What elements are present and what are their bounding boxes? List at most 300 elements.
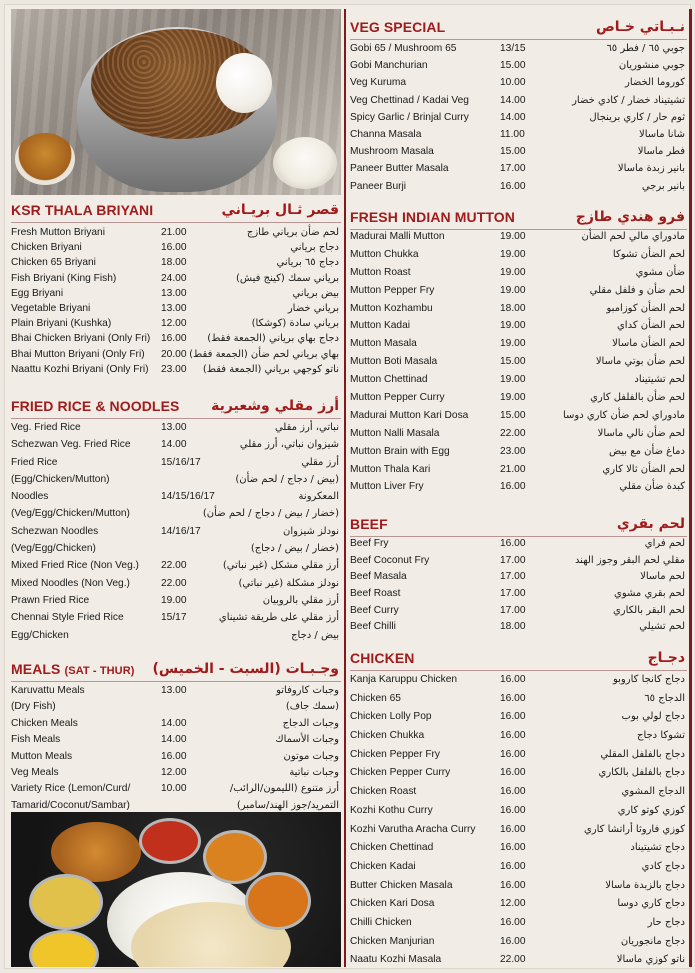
item-name-arabic: لحم ضأن بالفلفل كاري — [590, 392, 685, 404]
item-name: (Veg/Egg/Chicken/Mutton) — [11, 508, 130, 520]
item-name: Fish Meals — [11, 734, 61, 746]
section-title: MEALS (SAT - THUR) — [11, 661, 135, 677]
menu-item — [350, 936, 687, 955]
item-price: 16.00 — [500, 842, 526, 854]
menu-item — [11, 333, 341, 348]
item-price: 19.00 — [500, 392, 526, 404]
item-price: 19.00 — [500, 231, 526, 242]
menu-item — [11, 318, 341, 333]
item-name-arabic: وجبات نباتية — [289, 766, 339, 778]
menu-item — [11, 718, 341, 734]
item-price: 12.00 — [500, 898, 526, 910]
left-column — [11, 9, 341, 967]
item-name-arabic: تشوكا دجاج — [637, 730, 685, 742]
item-price: 11.00 — [500, 128, 525, 140]
item-name-arabic: دجاج بهاي برياني (الجمعة فقط) — [207, 333, 339, 345]
menu-item — [350, 129, 687, 146]
item-price: 18.00 — [500, 302, 526, 314]
item-price: 15/17 — [161, 612, 187, 624]
item-name-arabic: دجاج بالزبدة ماسالا — [605, 879, 685, 891]
fried-rice-list — [11, 422, 341, 647]
item-name-arabic: جوبي ٦٥ / فطر ٦٥ — [606, 43, 685, 54]
item-name: Chicken Kadai — [350, 860, 416, 872]
menu-item — [350, 605, 687, 622]
menu-item — [350, 767, 687, 786]
item-name: Prawn Fried Rice — [11, 594, 90, 606]
item-price: 22.00 — [500, 954, 526, 966]
item-name: Channa Masala — [350, 128, 422, 140]
item-price: 22.00 — [500, 427, 526, 439]
item-name-arabic: مادوراي مالي لحم الضأن — [581, 231, 685, 242]
item-name-arabic: الدجاج المشوي — [621, 786, 685, 798]
item-price: 18.00 — [500, 621, 526, 633]
item-price: 13.00 — [161, 302, 187, 314]
item-name: Mutton Pepper Fry — [350, 284, 435, 296]
menu-item — [350, 446, 687, 464]
menu-item — [11, 578, 341, 595]
item-name: Variety Rice (Lemon/Curd/ — [11, 783, 131, 795]
item-name: Kanja Karuppu Chicken — [350, 674, 458, 685]
menu-item — [350, 249, 687, 267]
item-price: 15/16/17 — [161, 456, 201, 468]
item-name: Tamarid/Coconut/Sambar) — [11, 799, 130, 811]
menu-item — [11, 273, 341, 288]
item-price: 16.00 — [500, 730, 526, 742]
item-name: Madurai Malli Mutton — [350, 231, 445, 242]
item-price: 16.00 — [500, 748, 526, 760]
item-name-arabic: لحم البقر بالكاري — [612, 604, 685, 616]
item-price: 16.00 — [161, 750, 187, 762]
item-name: Madurai Mutton Kari Dosa — [350, 409, 469, 421]
section-header-mutton — [350, 209, 687, 229]
menu-item — [350, 711, 687, 730]
item-name: Veg Meals — [11, 766, 59, 778]
item-name: Chicken 65 — [350, 692, 401, 704]
page-edge-border — [689, 9, 692, 967]
item-name: Spicy Garlic / Brinjal Curry — [350, 111, 469, 123]
item-name-arabic: تشيتيناد خضار / كادي خضار — [572, 94, 685, 106]
item-name: Veg. Fried Rice — [11, 422, 81, 433]
item-price: 20.00 — [161, 348, 187, 360]
item-name-arabic: نودلز مشكلة (غير نباتي) — [238, 577, 339, 589]
menu-item — [350, 356, 687, 374]
item-price: 16.00 — [500, 180, 526, 192]
menu-item — [350, 538, 687, 555]
item-name: Chicken Lolly Pop — [350, 711, 432, 723]
item-price: 10.00 — [161, 783, 187, 795]
item-price: 13.00 — [161, 422, 187, 433]
item-name: Noodles — [11, 491, 49, 503]
menu-item — [350, 917, 687, 936]
section-title-arabic: وجـبـات (السبت - الخميس) — [152, 661, 339, 677]
item-name-arabic: بانير زبدة ماسالا — [617, 163, 685, 175]
menu-item — [350, 749, 687, 768]
section-title-arabic: نـبـاتي خـاص — [595, 19, 685, 35]
menu-item — [350, 320, 687, 338]
item-name-arabic: الدجاج ٦٥ — [644, 692, 685, 704]
item-name: Schezwan Noodles — [11, 525, 99, 537]
menu-item — [350, 338, 687, 356]
section-title: FRESH INDIAN MUTTON — [350, 209, 515, 225]
item-name: Mutton Roast — [350, 266, 411, 278]
item-price: 19.00 — [500, 284, 526, 296]
item-name-arabic: دجاج حار — [647, 916, 685, 928]
menu-item — [350, 303, 687, 321]
item-name-arabic: بيض برياني — [292, 287, 339, 299]
section-title-arabic: أرز مقلي وشعيرية — [211, 398, 339, 414]
item-name: Egg Briyani — [11, 287, 64, 299]
item-price: 10.00 — [500, 77, 526, 89]
item-name-arabic: وجبات موتون — [283, 750, 339, 762]
item-name: Naatu Kozhi Masala — [350, 954, 442, 966]
menu-item — [11, 767, 341, 783]
section-rule — [350, 670, 687, 671]
menu-item — [350, 163, 687, 180]
item-name: Chicken Pepper Curry — [350, 767, 451, 779]
item-name-arabic: لحم الضأن كداي — [616, 320, 685, 332]
menu-item — [350, 621, 687, 638]
meals-list — [11, 685, 341, 816]
item-name: Chicken Kari Dosa — [350, 898, 435, 910]
item-name-arabic: (بيض / دجاج / لحم ضأن) — [235, 473, 339, 485]
item-price: 19.00 — [500, 338, 526, 350]
menu-item — [11, 242, 341, 257]
item-name: Butter Chicken Masala — [350, 879, 453, 891]
item-price: 19.00 — [500, 374, 526, 386]
item-name-arabic: ناتو كوجهي برياني (الجمعة فقط) — [202, 363, 339, 375]
item-price: 19.00 — [161, 594, 187, 606]
item-price: 24.00 — [161, 272, 187, 284]
biryani-photo — [11, 9, 341, 195]
menu-item — [350, 77, 687, 94]
item-price: 17.00 — [500, 163, 526, 175]
thali-photo — [11, 812, 341, 967]
item-name-arabic: بيض / دجاج — [291, 629, 339, 641]
chicken-list — [350, 674, 687, 973]
item-price: 16.00 — [500, 935, 526, 947]
item-name: Fresh Mutton Briyani — [11, 227, 105, 238]
item-name-arabic: كبدة ضأن مقلي — [619, 481, 685, 493]
item-price: 14/15/16/17 — [161, 491, 215, 503]
item-name: Karuvattu Meals — [11, 685, 85, 696]
menu-item — [350, 181, 687, 198]
item-name-arabic: أرز مقلي بالروبيان — [262, 594, 339, 606]
menu-item — [11, 685, 341, 701]
item-price: 23.00 — [161, 363, 187, 375]
menu-item — [350, 571, 687, 588]
column-divider — [344, 9, 346, 967]
item-price: 16.00 — [500, 767, 526, 779]
section-header-chicken — [350, 650, 687, 670]
item-price: 14/16/17 — [161, 525, 201, 537]
section-title-arabic: فرو هندي طازج — [575, 209, 685, 225]
menu-item — [11, 227, 341, 242]
item-name-arabic: دجاج برياني — [290, 242, 339, 254]
item-price: 19.00 — [500, 320, 526, 332]
item-price: 19.00 — [500, 248, 526, 260]
briyani-list — [11, 227, 341, 379]
item-name-arabic: فطر ماسالا — [637, 146, 685, 158]
veg-special-list — [350, 43, 687, 198]
item-name-arabic: دجاج ٦٥ برياني — [276, 257, 339, 269]
menu-item — [350, 898, 687, 917]
menu-item — [350, 954, 687, 973]
item-name-arabic: (خضار / بيض / دجاج / لحم ضأن) — [202, 508, 339, 520]
menu-item — [11, 783, 341, 799]
item-name: Beef Chilli — [350, 621, 396, 633]
item-name-arabic: لحم ضأن برياني طازج — [246, 227, 339, 238]
item-price: 12.00 — [161, 766, 187, 778]
menu-item — [11, 457, 341, 474]
item-name-arabic: أرز مقلي على طريقة تشيناي — [218, 612, 339, 624]
menu-item — [11, 349, 341, 364]
item-name: Mutton Brain with Egg — [350, 445, 450, 457]
item-name: Mutton Chettinad — [350, 374, 428, 386]
item-name-arabic: ثوم حار / كاري برينجال — [589, 111, 685, 123]
item-price: 19.00 — [500, 266, 526, 278]
item-name: Gobi 65 / Mushroom 65 — [350, 43, 457, 54]
item-name: Mutton Boti Masala — [350, 356, 438, 368]
item-name-arabic: لحم فراي — [644, 538, 685, 549]
item-name-arabic: كوروما الخضار — [625, 77, 685, 89]
item-price: 14.00 — [161, 717, 187, 729]
item-name-arabic: لحم بقري مشوي — [614, 588, 685, 600]
menu-item — [11, 612, 341, 629]
section-header-beef — [350, 516, 687, 536]
menu-item — [350, 146, 687, 163]
item-name-arabic: بانير برجي — [641, 180, 685, 192]
menu-item — [11, 439, 341, 456]
item-name: Kozhi Varutha Aracha Curry — [350, 823, 476, 835]
item-name: Mutton Chukka — [350, 248, 419, 260]
item-price: 14.00 — [161, 439, 187, 451]
menu-item — [11, 751, 341, 767]
item-name: Mutton Thala Kari — [350, 463, 431, 475]
item-name: Mutton Meals — [11, 750, 73, 762]
menu-item — [11, 595, 341, 612]
item-name-arabic: بهاي برياني لحم ضأن (الجمعة فقط) — [189, 348, 339, 360]
item-name-arabic: (خضار / بيض / دجاج) — [250, 543, 339, 555]
item-price: 13/15 — [500, 43, 526, 54]
item-name: Beef Coconut Fry — [350, 554, 430, 566]
item-name: Beef Masala — [350, 571, 407, 583]
menu-item — [11, 422, 341, 439]
item-price: 21.00 — [500, 463, 526, 475]
item-price: 17.00 — [500, 571, 526, 583]
menu-item — [350, 43, 687, 60]
item-name: Mutton Nalli Masala — [350, 427, 440, 439]
item-name-arabic: لحم الضأن تشوكا — [612, 248, 685, 260]
item-price: 16.00 — [500, 692, 526, 704]
menu-item — [11, 303, 341, 318]
item-name-arabic: كوزي فاروثا أراتشا كاري — [583, 823, 685, 835]
menu-item — [11, 257, 341, 272]
item-price: 13.00 — [161, 287, 187, 299]
item-name: Beef Curry — [350, 604, 399, 616]
beef-list — [350, 538, 687, 638]
item-price: 15.00 — [500, 409, 526, 421]
item-name: Mutton Kadai — [350, 320, 411, 332]
item-name: Chicken Chettinad — [350, 842, 434, 854]
item-price: 13.00 — [161, 685, 187, 696]
menu-item — [350, 786, 687, 805]
item-price: 17.00 — [500, 604, 526, 616]
item-name: Gobi Manchurian — [350, 60, 428, 72]
item-name: Mutton Kozhambu — [350, 302, 433, 314]
item-name-arabic: دجاج بالفلفل بالكاري — [598, 767, 685, 779]
item-price: 12.00 — [161, 318, 187, 330]
item-name-arabic: لحم الضأن ثالا كاري — [602, 463, 685, 475]
item-name: Fish Briyani (King Fish) — [11, 272, 117, 284]
item-name: (Egg/Chicken/Mutton) — [11, 473, 110, 485]
section-title-arabic: دجـاج — [647, 650, 685, 666]
item-name-arabic: لحم ماسالا — [640, 571, 685, 583]
item-name: Chicken Manjurian — [350, 935, 435, 947]
item-name-arabic: برياني سمك (كينج فيش) — [236, 272, 339, 284]
menu-item — [11, 364, 341, 379]
item-name: Bhai Mutton Briyani (Only Fri) — [11, 348, 145, 360]
item-name: Chicken Chukka — [350, 730, 425, 742]
section-rule — [350, 39, 687, 40]
item-name: Mixed Fried Rice (Non Veg.) — [11, 560, 139, 572]
item-name: Chennai Style Fried Rice — [11, 612, 124, 624]
item-name: Egg/Chicken — [11, 629, 69, 641]
item-name: Bhai Chicken Briyani (Only Fri) — [11, 333, 151, 345]
menu-item — [350, 95, 687, 112]
item-name-arabic: دجاج كانجا كاروبو — [612, 674, 685, 685]
item-price: 15.00 — [500, 60, 526, 72]
item-price: 16.00 — [500, 823, 526, 835]
item-name-arabic: دجاج لولي بوب — [621, 711, 685, 723]
section-title-arabic: لحم بقري — [616, 516, 685, 532]
item-price: 16.00 — [500, 711, 526, 723]
item-name: Chicken Roast — [350, 786, 417, 798]
item-name: Plain Briyani (Kushka) — [11, 318, 112, 330]
item-name: Chicken 65 Briyani — [11, 257, 96, 269]
item-name: Naattu Kozhi Briyani (Only Fri) — [11, 363, 149, 375]
item-name-arabic: لحم تشيلي — [639, 621, 685, 633]
item-name-arabic: لحم الضأن كوزامبو — [606, 302, 685, 314]
item-name-arabic: برياني خضار — [287, 302, 339, 314]
item-name-arabic: شيزوان نباتي، أرز مقلي — [239, 439, 339, 451]
item-name: Chilli Chicken — [350, 916, 412, 928]
item-name: Fried Rice — [11, 456, 58, 468]
item-price: 16.00 — [500, 481, 526, 493]
menu-item — [11, 543, 341, 560]
item-price: 18.00 — [161, 257, 187, 269]
item-name-arabic: أرز متنوع (الليمون/الرائب/ — [229, 783, 339, 795]
item-name-arabic: لحم الضأن ماسالا — [612, 338, 685, 350]
item-name-arabic: لحم ضأن و فلفل مقلي — [589, 284, 685, 296]
section-header-briyani — [11, 202, 341, 222]
item-name-arabic: دجاج كادي — [641, 860, 685, 872]
menu-item — [350, 392, 687, 410]
item-price: 16.00 — [500, 786, 526, 798]
item-name: Mutton Pepper Curry — [350, 392, 445, 404]
menu-item — [350, 674, 687, 693]
item-name-arabic: وجبات الأسماك — [275, 734, 339, 746]
menu-item — [11, 288, 341, 303]
menu-page — [4, 4, 691, 969]
menu-item — [11, 734, 341, 750]
section-title: VEG SPECIAL — [350, 19, 446, 35]
item-name: Veg Kuruma — [350, 77, 407, 89]
menu-item — [11, 474, 341, 491]
menu-item — [350, 481, 687, 499]
item-price: 16.00 — [161, 242, 187, 254]
item-price: 16.00 — [500, 804, 526, 816]
item-name: Mutton Liver Fry — [350, 481, 424, 493]
menu-item — [350, 555, 687, 572]
item-name-arabic: نودلز شيزوان — [282, 525, 339, 537]
menu-item — [350, 60, 687, 77]
menu-item — [350, 231, 687, 249]
item-price: 14.00 — [500, 111, 526, 123]
item-price: 16.00 — [500, 916, 526, 928]
item-price: 14.00 — [161, 734, 187, 746]
item-name: Chicken Briyani — [11, 242, 82, 254]
item-name-arabic: شانا ماسالا — [639, 128, 685, 140]
item-name-arabic: مادوراي لحم ضأن كاري دوسا — [562, 409, 685, 421]
menu-item — [350, 112, 687, 129]
mutton-list — [350, 231, 687, 499]
section-rule — [11, 418, 341, 419]
section-header-veg-special — [350, 19, 687, 39]
menu-item — [11, 491, 341, 508]
item-name-arabic: ناتو كوزي ماسالا — [616, 954, 685, 966]
menu-item — [11, 701, 341, 717]
item-name: Schezwan Veg. Fried Rice — [11, 439, 131, 451]
item-price: 23.00 — [500, 445, 526, 457]
item-price: 22.00 — [161, 560, 187, 572]
item-name: Beef Roast — [350, 588, 401, 600]
item-name-arabic: دجاج بالفلفل المقلي — [600, 748, 685, 760]
item-name-arabic: دجاج كاري دوسا — [617, 898, 685, 910]
menu-item — [350, 285, 687, 303]
item-name-arabic: برياني سادة (كوشكا) — [251, 318, 339, 330]
item-name-arabic: مقلي لحم البقر وجوز الهند — [574, 554, 685, 566]
menu-item — [350, 880, 687, 899]
item-name-arabic: المعكرونة — [298, 491, 339, 503]
item-name-arabic: (سمك جاف) — [285, 701, 339, 713]
item-name-arabic: لحم ضأن بوتي ماسالا — [595, 356, 685, 368]
item-name: Vegetable Briyani — [11, 302, 91, 314]
item-name: Paneer Butter Masala — [350, 163, 449, 175]
item-name-arabic: لحم ضأن نالي ماسالا — [597, 427, 685, 439]
menu-item — [350, 693, 687, 712]
section-rule — [350, 229, 687, 230]
section-title-arabic: قصر ثـال بريـاني — [221, 202, 339, 218]
item-price: 16.00 — [500, 538, 526, 549]
item-price: 16.00 — [500, 860, 526, 872]
item-name-arabic: دجاج مانجوريان — [620, 935, 685, 947]
menu-item — [350, 824, 687, 843]
item-name: Beef Fry — [350, 538, 389, 549]
menu-item — [350, 842, 687, 861]
section-rule — [350, 536, 687, 537]
item-name: Mutton Masala — [350, 338, 417, 350]
item-name-arabic: لحم تشيتيناد — [634, 374, 685, 386]
section-title: BEEF — [350, 516, 388, 532]
section-header-meals — [11, 661, 341, 681]
item-name: (Dry Fish) — [11, 701, 56, 713]
item-name: Mixed Noodles (Non Veg.) — [11, 577, 130, 589]
item-name-arabic: ضأن مشوي — [635, 266, 685, 278]
item-price: 21.00 — [161, 227, 187, 238]
item-price: 14.00 — [500, 94, 526, 106]
menu-item — [350, 464, 687, 482]
item-name: Chicken Meals — [11, 717, 78, 729]
